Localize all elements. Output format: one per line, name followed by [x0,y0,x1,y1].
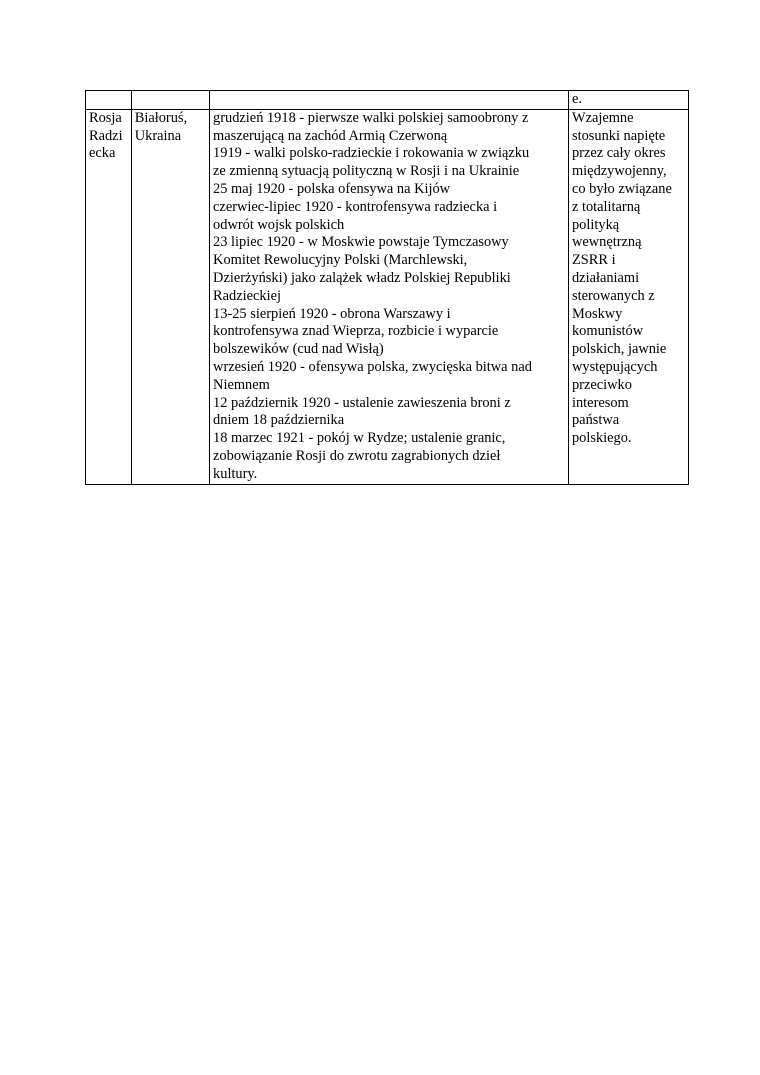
text-line: 1919 - walki polsko-radzieckie i rokowania w związku [213,145,530,162]
text-line: ZSRR i [571,252,616,269]
text-line: międzywojenny, [571,163,667,180]
text-line: występujących [571,358,658,375]
text-line: Dzierżyński) jako zalążek władz Polskiej Republiki [213,269,511,286]
text-line: Wzajemne [571,109,634,126]
text-line: Komitet Rewolucyjny Polski (Marchlewski, [213,252,468,269]
text-line: stosunki napięte [571,127,666,144]
country-cell [86,109,132,484]
text-line: przez cały okres [571,145,666,162]
text-line: działaniami [571,269,640,286]
regions-cell [131,109,209,484]
text-line: polityką [571,216,620,233]
text-line: 13-25 sierpień 1920 - obrona Warszawy i [213,305,451,322]
continuation-cell-country [86,91,132,110]
text-line: przeciwko [571,376,632,393]
text-line: grudzień 1918 - pierwsze walki polskiej samoobrony z [213,109,529,126]
text-line: wrzesień 1920 - ofensywa polska, zwycięska bitwa nad [213,358,532,375]
text-line: 18 marzec 1921 - pokój w Rydze; ustalenie granic, [213,430,506,447]
text-line: państwa [571,412,620,429]
text-line: kultury. [213,465,258,482]
text-line: Radzi [89,127,123,144]
text-line: co było związane [571,180,672,197]
relations-cell [568,109,688,484]
text-line: odwrót wojsk polskich [213,216,345,233]
text-line: ze zmienną sytuacją polityczną w Rosji i na Ukrainie [213,163,520,180]
text-line: dniem 18 października [213,412,345,429]
text-line: czerwiec-lipiec 1920 - kontrofensywa radziecka i [213,198,498,215]
text-line: Moskwy [571,305,623,322]
text-line: 12 październik 1920 - ustalenie zawieszenia broni z [213,394,511,411]
text-line: 25 maj 1920 - polska ofensywa na Kijów [213,180,451,197]
text-line: zobowiązanie Rosji do zwrotu zagrabionych dzieł [213,447,501,464]
table-row [86,109,689,484]
text-line: Ukraina [134,127,182,144]
continuation-cell-regions [131,91,209,110]
text-line: 23 lipiec 1920 - w Moskwie powstaje Tymczasowy [213,234,509,251]
text-line: Białoruś, [134,109,188,126]
text-line: interesom [571,394,629,411]
text-line: Rosja [89,109,122,126]
text-line: polskiego. [571,430,632,447]
events-cell [210,109,569,484]
text-line: komunistów [571,323,644,340]
continuation-cell-events [210,91,569,110]
text-line: Radzieckiej [213,287,281,304]
text-line: bolszewików (cud nad Wisłą) [213,341,384,358]
text-line: sterowanych z [571,287,655,304]
text-line: ecka [89,145,116,162]
text-line: Niemnem [213,376,270,393]
text-line: wewnętrzną [571,234,642,251]
text-line: polskich, jawnie [571,341,667,358]
continuation-row [86,91,689,110]
continuation-cell-relations: e. [568,91,688,110]
relations-table [85,90,689,485]
text-line: kontrofensywa znad Wieprza, rozbicie i wyparcie [213,323,499,340]
text-line: z totalitarną [571,198,641,215]
text-line: maszerującą na zachód Armią Czerwoną [213,127,448,144]
